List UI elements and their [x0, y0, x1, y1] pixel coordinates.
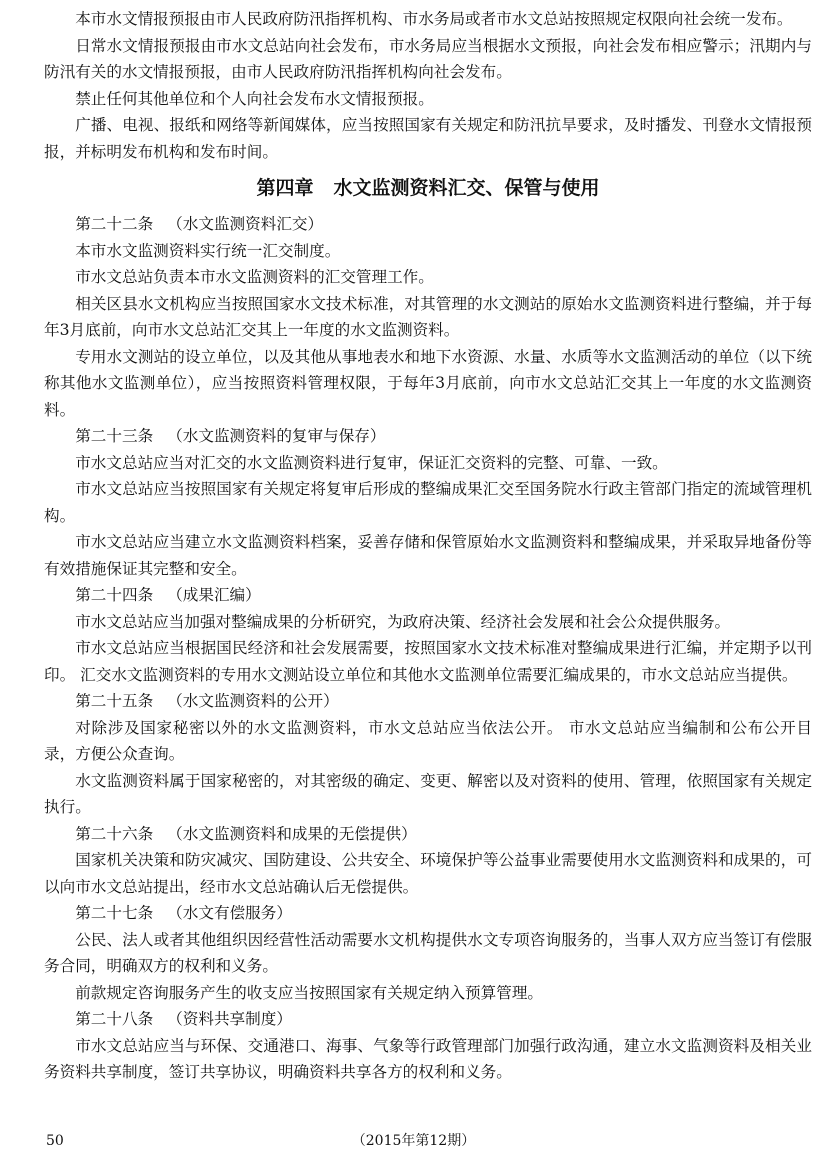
article-heading — [44, 821, 812, 848]
article-note: （水文监测资料的公开） — [167, 692, 339, 710]
paragraph: 国家机关决策和防灾减灾、国防建设、公共安全、环境保护等公益事业需要使用水文监测资料和成果的，可以向市水文总站提出，经市水文总站确认后无偿提供。 — [44, 851, 812, 896]
article-number: 第二十二条 — [75, 215, 154, 233]
article-number: 第二十四条 — [75, 586, 154, 604]
article-note: （水文有偿服务） — [167, 904, 292, 922]
paragraph: 市水文总站应当按照国家有关规定将复审后形成的整编成果汇交至国务院水行政主管部门指定的流域管理机构。 — [44, 480, 812, 525]
chapter-number: 第四章 — [256, 177, 314, 199]
article-note: （水文监测资料的复审与保存） — [167, 427, 386, 445]
article-number: 第二十五条 — [75, 692, 154, 710]
paragraph: 相关区县水文机构应当按照国家水文技术标准，对其管理的水文测站的原始水文监测资料进行整编，并于每年3月底前，向市水文总站汇交其上一年度的水文监测资料。 — [44, 294, 812, 339]
article-heading — [44, 900, 812, 927]
article-note: （水文监测资料汇交） — [167, 215, 324, 233]
paragraph: 专用水文测站的设立单位，以及其他从事地表水和地下水资源、水量、水质等水文监测活动的单位（以下统称其他水文监测单位），应当按照资料管理权限，于每年3月底前，向市水文总站汇交其上一年度的水文监测资料。 — [44, 347, 812, 419]
paragraph: 市水文总站应当对汇交的水文监测资料进行复审，保证汇交资料的完整、可靠、一致。 — [75, 453, 668, 472]
paragraph: 对除涉及国家秘密以外的水文监测资料，市水文总站应当依法公开。 市水文总站应当编制和公布公开目录，方便公众查询。 — [44, 718, 812, 763]
article-number: 第二十八条 — [75, 1010, 154, 1028]
article-note: （资料共享制度） — [167, 1010, 292, 1028]
article-heading — [44, 423, 812, 450]
article-note: （成果汇编） — [167, 586, 261, 604]
article-heading — [44, 1006, 812, 1033]
paragraph: 禁止任何其他单位和个人向社会发布水文情报预报。 — [75, 89, 434, 108]
chapter-heading — [44, 171, 812, 205]
issue-label: （2015年第12期） — [351, 1133, 476, 1149]
paragraph: 前款规定咨询服务产生的收支应当按照国家有关规定纳入预算管理。 — [75, 983, 544, 1002]
paragraph: 本市水文监测资料实行统一汇交制度。 — [75, 241, 341, 260]
article-number: 第二十七条 — [75, 904, 154, 922]
article-heading — [44, 688, 812, 715]
article-number: 第二十六条 — [75, 824, 154, 843]
article-number: 第二十三条 — [75, 427, 154, 445]
article-note: （水文监测资料和成果的无偿提供） — [167, 824, 417, 843]
paragraph: 广播、电视、报纸和网络等新闻媒体，应当按照国家有关规定和防汛抗旱要求，及时播发、刊登水文情报预报，并标明发布机构和发布时间。 — [44, 116, 812, 161]
paragraph: 市水文总站应当根据国民经济和社会发展需要，按照国家水文技术标准对整编成果进行汇编，并定期予以刊印。 汇交水文监测资料的专用水文测站设立单位和其他水文监测单位需要汇编成果的，市水文总站应当提供。 — [44, 639, 812, 684]
paragraph: 水文监测资料属于国家秘密的，对其密级的确定、变更、解密以及对资料的使用、管理，依照国家有关规定执行。 — [44, 771, 812, 816]
page-number: 50 — [46, 1133, 64, 1149]
paragraph: 日常水文情报预报由市水文总站向社会发布，市水务局应当根据水文预报，向社会发布相应警示；汛期内与防汛有关的水文情报预报，由市人民政府防汛指挥机构向社会发布。 — [44, 36, 812, 81]
paragraph: 本市水文情报预报由市人民政府防汛指挥机构、市水务局或者市水文总站按照规定权限向社会统一发布。 — [75, 10, 793, 28]
chapter-title: 水文监测资料汇交、保管与使用 — [333, 177, 600, 199]
paragraph: 市水文总站应当建立水文监测资料档案，妥善存储和保管原始水文监测资料和整编成果，并采取异地备份等有效措施保证其完整和安全。 — [44, 533, 812, 578]
paragraph: 公民、法人或者其他组织因经营性活动需要水文机构提供水文专项咨询服务的，当事人双方应当签订有偿服务合同，明确双方的权利和义务。 — [44, 930, 812, 975]
article-heading — [44, 211, 812, 238]
article-heading — [44, 582, 812, 609]
paragraph: 市水文总站应当与环保、交通港口、海事、气象等行政管理部门加强行政沟通，建立水文监测资料及相关业务资料共享制度，签订共享协议，明确资料共享各方的权利和义务。 — [44, 1036, 812, 1081]
page-body — [44, 6, 812, 1086]
paragraph: 市水文总站负责本市水文监测资料的汇交管理工作。 — [75, 268, 434, 286]
paragraph: 市水文总站应当加强对整编成果的分析研究，为政府决策、经济社会发展和社会公众提供服务。 — [75, 612, 731, 631]
